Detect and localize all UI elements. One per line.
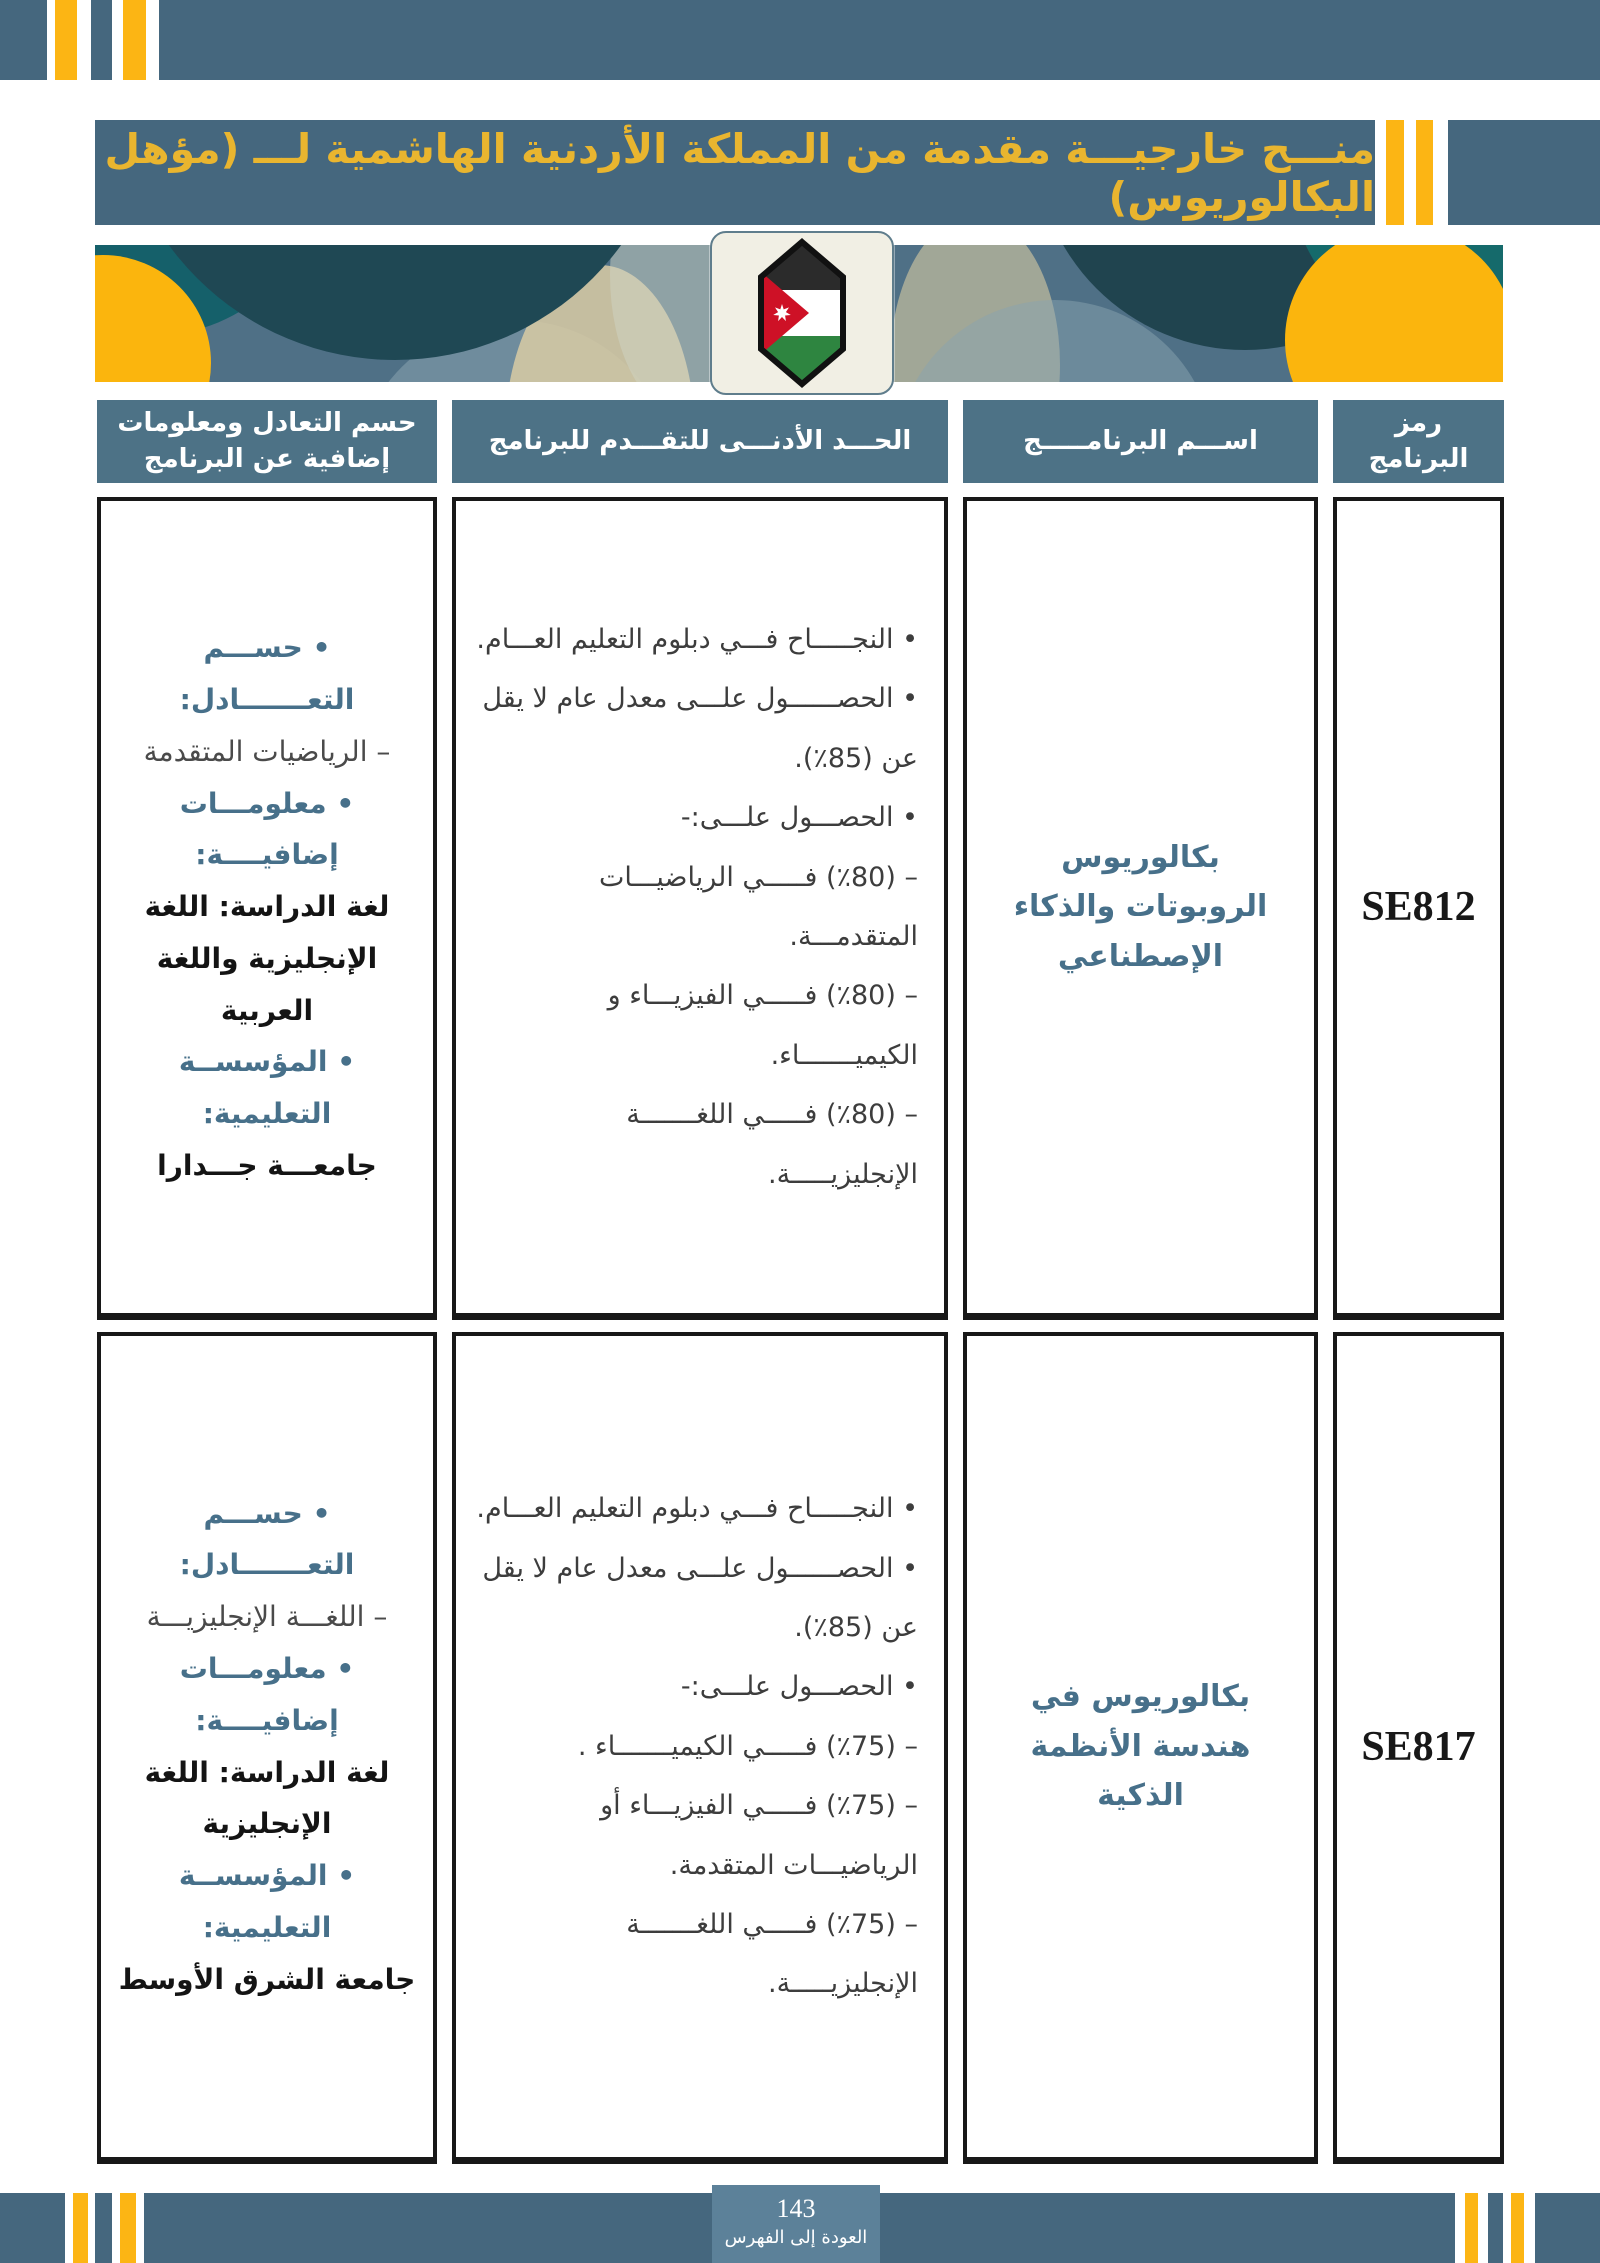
band-gap (112, 2193, 120, 2263)
band-gap (88, 2193, 95, 2263)
yellow-stripe-icon (73, 2193, 88, 2263)
text-line: – الرياضيات المتقدمة (143, 734, 391, 768)
text-line: – ⁦(٪75)⁩ فـــــي اللغـــــــة الإنجليزيـــــة. (626, 1908, 918, 2000)
program-code-cell (1333, 1332, 1504, 2164)
table-header-row (97, 400, 1504, 483)
back-to-index-link[interactable]: العودة إلى الفهرس (724, 2227, 868, 2249)
yellow-stripe-icon (55, 0, 77, 80)
requirements-list (456, 610, 944, 1204)
text-line: – ⁦(٪80)⁩ فـــــي اللغـــــــة الإنجليزيـــــة. (626, 1099, 918, 1190)
table-row (97, 497, 1504, 1320)
band-gap (1478, 2193, 1488, 2263)
text-line: • حســـم التعـــــــادل: (179, 631, 355, 716)
band-gap (1455, 2193, 1465, 2263)
yellow-stripe-icon (1386, 120, 1404, 225)
yellow-stripe-icon (1416, 120, 1433, 225)
program-code-cell (1333, 497, 1504, 1320)
info-list (101, 1488, 433, 2006)
tiebreak-info-cell (97, 497, 437, 1320)
band-gap (146, 0, 159, 80)
text-line: • معلومـــات إضافيــــة: (179, 786, 355, 872)
text-line: – ⁦(٪75)⁩ فـــــي الفيزيـــاء أو الرياضيـــات المتقدمة. (600, 1790, 918, 1881)
band-gap (77, 0, 91, 80)
top-decorative-band (0, 0, 1600, 80)
band-gap (112, 0, 123, 80)
title-end-block (1448, 120, 1600, 225)
requirements-list (456, 1479, 944, 2014)
program-name: بكالوريوس في هندسة الأنظمة الذكية (1030, 1679, 1251, 1814)
text-line: – ⁦(٪75)⁩ فـــــي الكيميـــــــاء . (577, 1730, 918, 1762)
text-line: • حســـم التعـــــــادل: (179, 1496, 355, 1582)
text-line: لغة الدراسة: اللغة الإنجليزية (144, 1755, 390, 1841)
minimum-requirements-cell (452, 497, 948, 1320)
text-line: • الحصــــــول علـــى معدل عام لا يقل عن ⁦(٪85)⁩. (482, 1552, 918, 1644)
text-line: – اللغـــة الإنجليزيـــة (146, 1600, 388, 1634)
header-tiebreak-info: حسم التعادل ومعلومات إضافية عن البرنامج (97, 400, 437, 483)
page-number: 143 (776, 2194, 816, 2223)
header-minimum-requirements: الحـــد الأدنـــى للتقـــدم للبرنامج (452, 400, 948, 483)
text-line: جامعـــة جـــدارا (157, 1149, 377, 1183)
band-gap (1524, 2193, 1535, 2263)
text-line: • الحصـــول علـــى:- (680, 802, 918, 834)
program-name-cell (963, 497, 1318, 1320)
header-program-name: اســـم البرنامـــــج (963, 400, 1318, 483)
text-line: • الحصـــول علـــى:- (680, 1671, 918, 1703)
yellow-stripe-icon (123, 0, 146, 80)
program-name-cell (963, 1332, 1318, 2164)
program-code: SE817 (1361, 1723, 1476, 1770)
yellow-stripe-icon (1465, 2193, 1478, 2263)
tiebreak-info-cell (97, 1332, 437, 2164)
band-gap (65, 2193, 73, 2263)
yellow-stripe-icon (120, 2193, 136, 2263)
jordan-flag-hexagon (752, 238, 852, 388)
info-list (101, 622, 433, 1192)
jordan-flag-icon (710, 231, 894, 395)
page-title-bar (95, 120, 1375, 225)
band-gap (1503, 2193, 1511, 2263)
minimum-requirements-cell (452, 1332, 948, 2164)
text-line: لغة الدراسة: اللغة الإنجليزية واللغة العربية (144, 890, 390, 1027)
text-line: • النجـــــاح فـــي دبلوم التعليم العـــام. (476, 1493, 918, 1525)
band-gap (136, 2193, 144, 2263)
header-program-code: رمز البرنامج (1333, 400, 1504, 483)
text-line: • المؤسســة التعليمية: (178, 1859, 356, 1944)
text-line: • النجـــــاح فـــي دبلوم التعليم العـــام. (476, 624, 918, 656)
program-name: بكالوريوس الروبوتات والذكاء الإصطناعي (1013, 839, 1268, 974)
footer-tab[interactable] (712, 2185, 880, 2263)
table-row (97, 1332, 1504, 2164)
text-line: جامعة الشرق الأوسط (118, 1962, 416, 1996)
text-line: • معلومـــات إضافيــــة: (179, 1651, 355, 1737)
text-line: – ⁦(٪80)⁩ فـــــي الرياضيـــات المتقدمـــة. (599, 861, 918, 952)
yellow-stripe-icon (1511, 2193, 1524, 2263)
text-line: – ⁦(٪80)⁩ فـــــي الفيزيـــاء و الكيميـــــــاء. (607, 980, 918, 1071)
program-code: SE812 (1361, 884, 1476, 930)
text-line: • الحصــــــول علـــى معدل عام لا يقل عن ⁦(٪85)⁩. (482, 683, 918, 774)
band-gap (47, 0, 55, 80)
page-title: منـــح خارجيـــة مقدمة من المملكة الأردنية الهاشمية لـــ (مؤهل البكالوريوس) (104, 124, 1375, 221)
text-line: • المؤسســة التعليمية: (178, 1045, 356, 1131)
